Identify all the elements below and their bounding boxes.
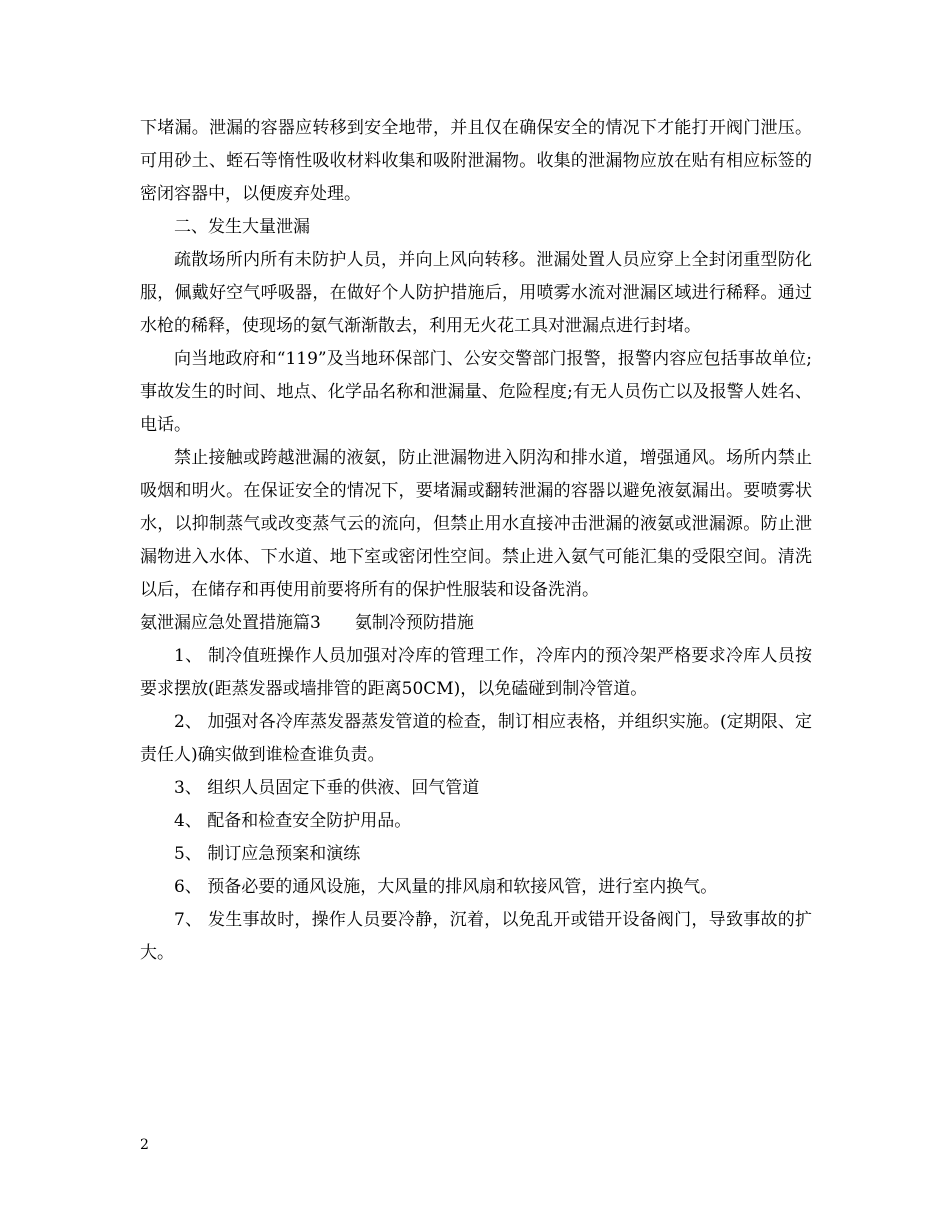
measure-item: 1、 制冷值班操作人员加强对冷库的管理工作，冷库内的预冷架严格要求冷库人员按要求摆放(距蒸发器或墙排管的距离50CM)，以免磕碰到制冷管道。 [140,646,812,699]
measure-item: 5、 制订应急预案和演练 [174,844,361,864]
paragraph-prohibitions: 禁止接触或跨越泄漏的液氨，防止泄漏物进入阴沟和排水道，增强通风。场所内禁止吸烟和明火。在保证安全的情况下，要堵漏或翻转泄漏的容器以避免液氨漏出。要喷雾状水，以抑制蒸气或改变蒸气云的流向，但禁止用水直接冲击泄漏的液氨或泄漏源。防止泄漏物进入水体、下水道、地下室或密闭性空间。禁止进入氨气可能汇集的受限空间。清洗以后，在储存和再使用前要将所有的保护性服装和设备洗消。 [140,448,812,600]
measure-item: 6、 预备必要的通风设施，大风量的排风扇和软接风管，进行室内换气。 [174,877,718,897]
section-heading-title: 氨泄漏应急处置措施篇3 [140,613,321,633]
paragraph-leak-handling-continued: 下堵漏。泄漏的容器应转移到安全地带，并且仅在确保安全的情况下才能打开阀门泄压。可用砂土、蛭石等惰性吸收材料收集和吸附泄漏物。收集的泄漏物应放在贴有相应标签的密闭容器中，以便废弃处理。 [140,118,812,204]
measure-item: 3、 组织人员固定下垂的供液、回气管道 [174,778,480,798]
section-heading-subtitle: 氨制冷预防措施 [354,613,474,633]
paragraph-evacuation: 疏散场所内所有未防护人员，并向上风向转移。泄漏处置人员应穿上全封闭重型防化服，佩戴好空气呼吸器，在做好个人防护措施后，用喷雾水流对泄漏区域进行稀释。通过水枪的稀释，使现场的氨气渐渐散去，利用无火花工具对泄漏点进行封堵。 [140,250,812,336]
page-number: 2 [140,1137,149,1153]
measure-item: 4、 配备和检查安全防护用品。 [174,811,412,831]
measure-item: 7、 发生事故时，操作人员要冷静，沉着，以免乱开或错开设备阀门，导致事故的扩大。 [140,910,812,963]
section-heading [140,607,812,640]
measure-item: 2、 加强对各冷库蒸发器蒸发管道的检查，制订相应表格，并组织实施。(定期限、定责任人)确实做到谁检查谁负责。 [140,712,812,765]
paragraph-alarm-report: 向当地政府和“119”及当地环保部门、公安交警部门报警，报警内容应包括事故单位;事故发生的时间、地点、化学品名称和泄漏量、危险程度;有无人员伤亡以及报警人姓名、电话。 [140,349,812,435]
subheading-major-leak: 二、发生大量泄漏 [174,217,310,237]
document-body [140,112,812,970]
